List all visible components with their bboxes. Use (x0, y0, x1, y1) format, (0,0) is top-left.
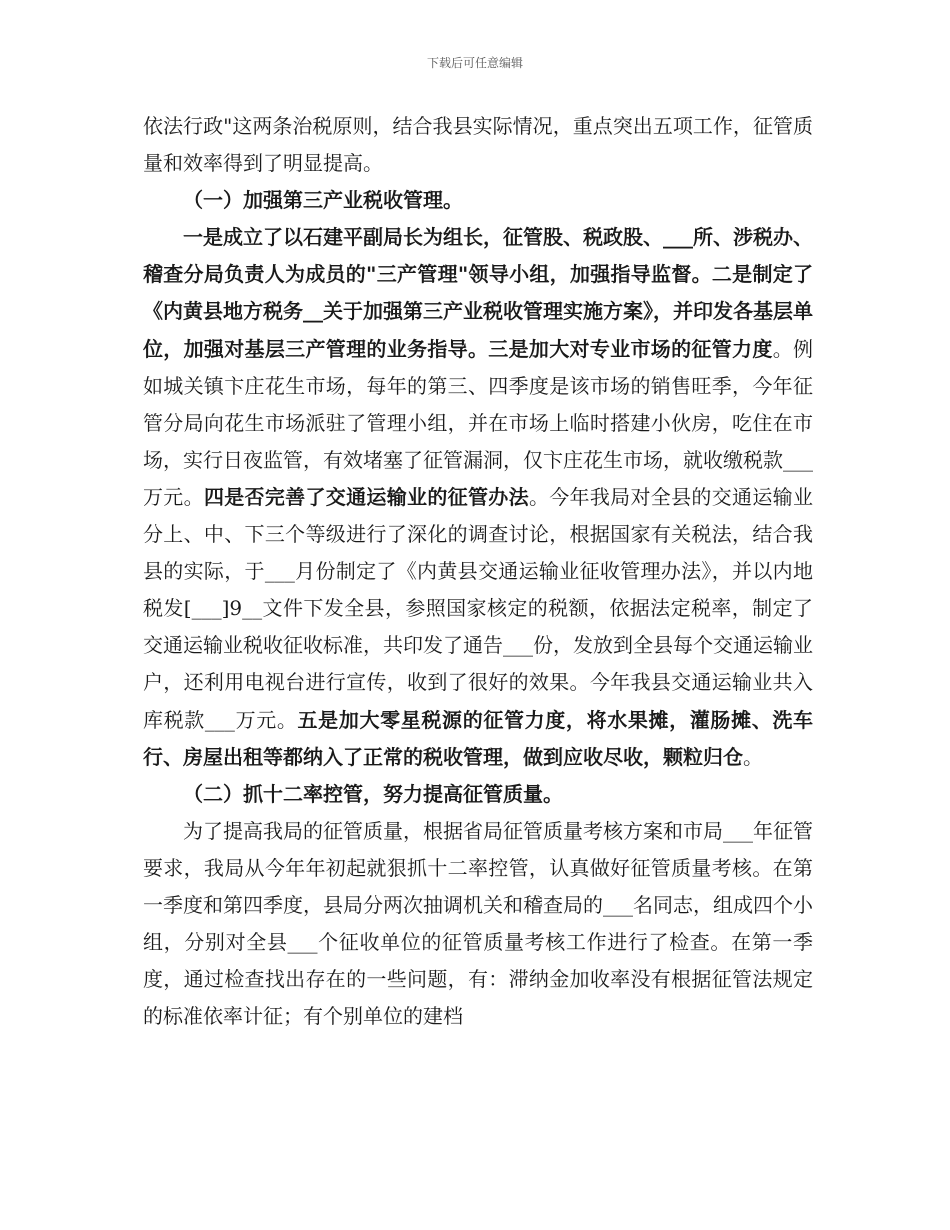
paragraph-intro: 依法行政"这两条治税原则，结合我县实际情况，重点突出五项工作，征管质量和效率得到了明显提高。 (143, 114, 813, 176)
body-text: 。例如城关镇卞庄花生市场，每年的第三、四季度是该市场的销售旺季，今年征管分局向花生市场派驻了管理小组，并在市场上临时搭建小伙房，吃住在市场，实行日夜监管，有效堵塞了征管漏洞，仅卞庄花生市场，就收缴税款___万元。 (143, 336, 813, 509)
page-header-note: 下载后可任意编辑 (426, 56, 523, 70)
body-text: 。今年我局对全县的交通运输业分上、中、下三个等级进行了深化的调查讨论，根据国家有关税法，结合我县的实际，于___月份制定了《内黄县交通运输业征收管理办法》，并以内地税发[___]9__文件下发全县，参照国家核定的税额，依据法定税率，制定了交通运输业税收征收标准，共印发了通告___份，发放到全县每个交通运输业户，还利用电视台进行宣传，收到了很好的效果。今年我县交通运输业共入库税款___万元。 (143, 484, 813, 732)
section-heading-1: （一）加强第三产业税收管理。 (183, 188, 463, 213)
document-body (143, 108, 813, 1035)
bold-text: 五是加大零星税源的征管力度，将水果摊，灌肠摊、洗车行、房屋出租等都纳入了正常的税收管理，做到应收尽收，颗粒归仓 (143, 707, 814, 769)
section-heading-2: （二）抓十二率控管，努力提高征管质量。 (183, 781, 563, 806)
paragraph-tertiary-industry (143, 219, 813, 775)
paragraph-quality-control: 为了提高我局的征管质量，根据省局征管质量考核方案和市局___年征管要求，我局从今年年初起就狠抓十二率控管，认真做好征管质量考核。在第一季度和第四季度，县局分两次抽调机关和稽查局的___名同志，组成四个小组，分别对全县___个征收单位的征管质量考核工作进行了检查。在第一季度，通过检查找出存在的一些问题，有：滞纳金加收率没有根据征管法规定的标准依率计征；有个别单位的建档 (143, 818, 813, 1029)
bold-text: 一是成立了以石建平副局长为组长，征管股、税政股、___所、涉税办、稽查分局负责人为成员的"三产管理"领导小组，加强指导监督。二是制定了《内黄县地方税务__关于加强第三产业税收管理实施方案》，并印发各基层单位，加强对基层三产管理的业务指导。三是加大对专业市场的征管力度 (143, 225, 813, 361)
body-text: 。 (743, 744, 763, 769)
bold-text: 四是否完善了交通运输业的征管办法 (203, 484, 529, 509)
